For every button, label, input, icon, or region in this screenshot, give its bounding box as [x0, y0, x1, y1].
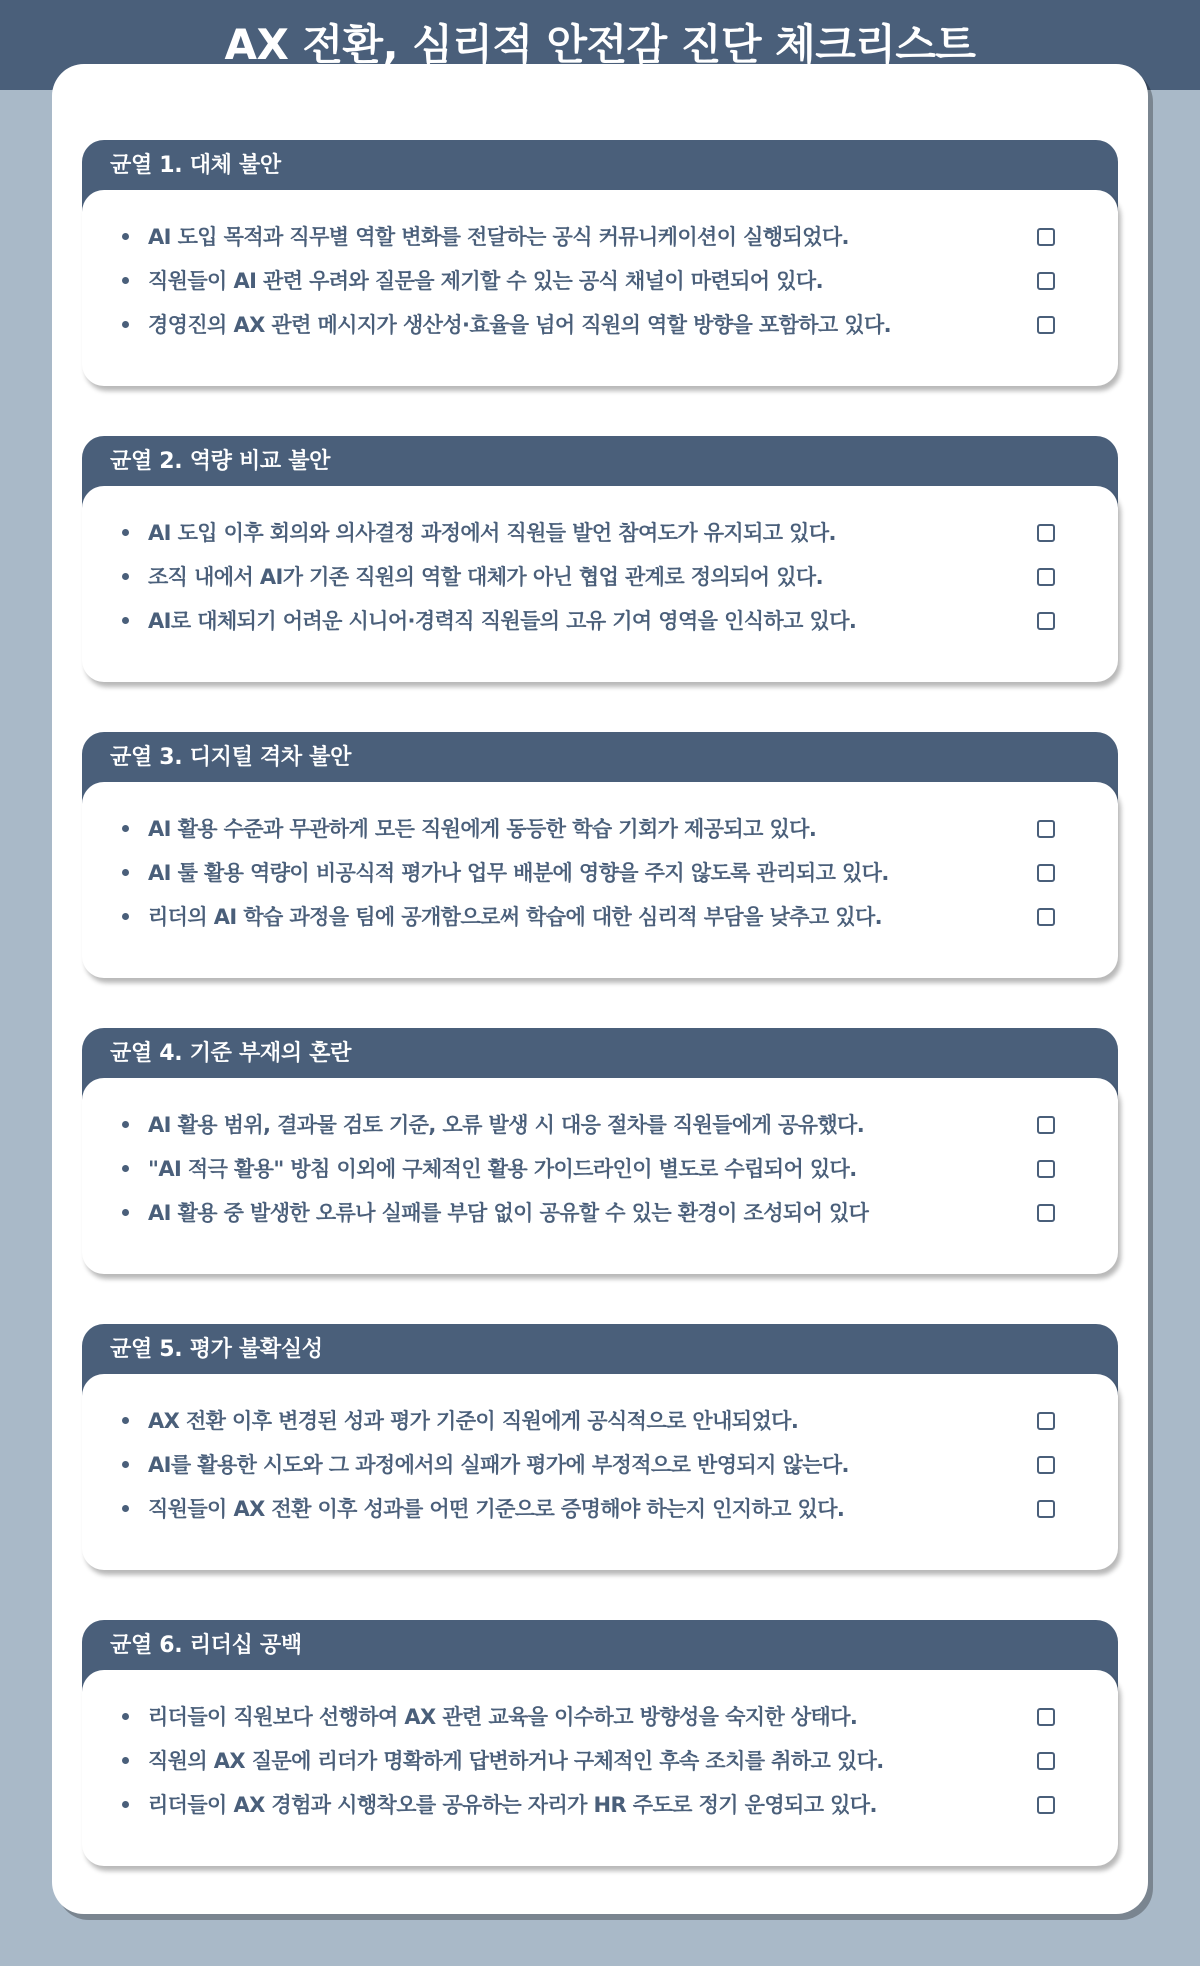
- bullet-icon: [122, 913, 129, 920]
- checkbox[interactable]: [1037, 1796, 1055, 1814]
- checkbox[interactable]: [1037, 1456, 1055, 1474]
- bullet-icon: [122, 1121, 129, 1128]
- item-text: 경영진의 AX 관련 메시지가 생산성·효율을 넘어 직원의 역할 방향을 포함하고 있다.: [148, 313, 892, 337]
- checkbox[interactable]: [1037, 1160, 1055, 1178]
- item-text: "AI 적극 활용" 방침 이외에 구체적인 활용 가이드라인이 별도로 수립되어 있다.: [148, 1157, 857, 1181]
- item-text: AX 전환 이후 변경된 성과 평가 기준이 직원에게 공식적으로 안내되었다.: [148, 1409, 799, 1433]
- cluster-body: [82, 486, 1118, 682]
- checklist-item: [82, 1744, 1118, 1778]
- checklist-item: [82, 1700, 1118, 1734]
- checklist-item: [82, 220, 1118, 254]
- cluster-body: [82, 1374, 1118, 1570]
- cluster-body: [82, 782, 1118, 978]
- item-text: AI를 활용한 시도와 그 과정에서의 실패가 평가에 부정적으로 반영되지 않는다.: [148, 1453, 849, 1477]
- bullet-icon: [122, 1757, 129, 1764]
- cluster-title: 균열 2. 역량 비교 불안: [110, 449, 331, 474]
- checklist-card: [52, 64, 1148, 1914]
- cluster-title: 균열 6. 리더십 공백: [110, 1633, 302, 1658]
- checklist-item: [82, 516, 1118, 550]
- checklist-item: [82, 1448, 1118, 1482]
- checkbox[interactable]: [1037, 612, 1055, 630]
- checklist-item: [82, 1152, 1118, 1186]
- bullet-icon: [122, 1209, 129, 1216]
- checklist-item: [82, 1404, 1118, 1438]
- checklist-item: [82, 812, 1118, 846]
- bullet-icon: [122, 1165, 129, 1172]
- checkbox[interactable]: [1037, 1116, 1055, 1134]
- item-text: AI 활용 중 발생한 오류나 실패를 부담 없이 공유할 수 있는 환경이 조성되어 있다: [148, 1201, 869, 1225]
- bullet-icon: [122, 869, 129, 876]
- item-text: AI로 대체되기 어려운 시니어·경력직 직원들의 고유 기여 영역을 인식하고 있다.: [148, 609, 857, 633]
- checklist-item: [82, 560, 1118, 594]
- checklist-item: [82, 1108, 1118, 1142]
- checkbox[interactable]: [1037, 1708, 1055, 1726]
- checklist-item: [82, 604, 1118, 638]
- cluster-body: [82, 190, 1118, 386]
- bullet-icon: [122, 1461, 129, 1468]
- cluster-5: [82, 1324, 1118, 1570]
- cluster-3: [82, 732, 1118, 978]
- bullet-icon: [122, 1713, 129, 1720]
- item-text: 직원의 AX 질문에 리더가 명확하게 답변하거나 구체적인 후속 조치를 취하고 있다.: [148, 1749, 884, 1773]
- checkbox[interactable]: [1037, 820, 1055, 838]
- cluster-title: 균열 1. 대체 불안: [110, 153, 281, 178]
- checkbox[interactable]: [1037, 864, 1055, 882]
- checklist-item: [82, 856, 1118, 890]
- checkbox[interactable]: [1037, 524, 1055, 542]
- checkbox[interactable]: [1037, 908, 1055, 926]
- bullet-icon: [122, 825, 129, 832]
- item-text: 직원들이 AI 관련 우려와 질문을 제기할 수 있는 공식 채널이 마련되어 있다.: [148, 269, 823, 293]
- cluster-1: [82, 140, 1118, 386]
- checklist-item: [82, 264, 1118, 298]
- checkbox[interactable]: [1037, 1752, 1055, 1770]
- bullet-icon: [122, 1417, 129, 1424]
- checkbox[interactable]: [1037, 272, 1055, 290]
- checklist-item: [82, 308, 1118, 342]
- item-text: AI 툴 활용 역량이 비공식적 평가나 업무 배분에 영향을 주지 않도록 관리되고 있다.: [148, 861, 889, 885]
- bullet-icon: [122, 1505, 129, 1512]
- checklist-item: [82, 1492, 1118, 1526]
- item-text: AI 활용 범위, 결과물 검토 기준, 오류 발생 시 대응 절차를 직원들에게 공유했다.: [148, 1113, 865, 1137]
- page-title: AX 전환, 심리적 안전감 진단 체크리스트: [224, 20, 976, 69]
- checkbox[interactable]: [1037, 228, 1055, 246]
- bullet-icon: [122, 277, 129, 284]
- item-text: 리더들이 직원보다 선행하여 AX 관련 교육을 이수하고 방향성을 숙지한 상태다.: [148, 1705, 858, 1729]
- bullet-icon: [122, 233, 129, 240]
- item-text: 조직 내에서 AI가 기존 직원의 역할 대체가 아닌 협업 관계로 정의되어 있다.: [148, 565, 823, 589]
- bullet-icon: [122, 1801, 129, 1808]
- bullet-icon: [122, 617, 129, 624]
- cluster-title: 균열 3. 디지털 격차 불안: [110, 745, 352, 770]
- item-text: AI 도입 이후 회의와 의사결정 과정에서 직원들 발언 참여도가 유지되고 있다.: [148, 521, 836, 545]
- checkbox[interactable]: [1037, 1500, 1055, 1518]
- item-text: AI 도입 목적과 직무별 역할 변화를 전달하는 공식 커뮤니케이션이 실행되었다.: [148, 225, 849, 249]
- bullet-icon: [122, 573, 129, 580]
- bullet-icon: [122, 321, 129, 328]
- cluster-title: 균열 4. 기준 부재의 혼란: [110, 1041, 352, 1066]
- cluster-body: [82, 1078, 1118, 1274]
- item-text: 리더의 AI 학습 과정을 팀에 공개함으로써 학습에 대한 심리적 부담을 낮추고 있다.: [148, 905, 883, 929]
- checklist-item: [82, 1788, 1118, 1822]
- checklist-item: [82, 900, 1118, 934]
- checkbox[interactable]: [1037, 316, 1055, 334]
- checklist-item: [82, 1196, 1118, 1230]
- item-text: AI 활용 수준과 무관하게 모든 직원에게 동등한 학습 기회가 제공되고 있다.: [148, 817, 817, 841]
- bullet-icon: [122, 529, 129, 536]
- cluster-4: [82, 1028, 1118, 1274]
- checkbox[interactable]: [1037, 1412, 1055, 1430]
- checkbox[interactable]: [1037, 568, 1055, 586]
- item-text: 리더들이 AX 경험과 시행착오를 공유하는 자리가 HR 주도로 정기 운영되고 있다.: [148, 1793, 877, 1817]
- checkbox[interactable]: [1037, 1204, 1055, 1222]
- item-text: 직원들이 AX 전환 이후 성과를 어떤 기준으로 증명해야 하는지 인지하고 있다.: [148, 1497, 845, 1521]
- cluster-2: [82, 436, 1118, 682]
- cluster-body: [82, 1670, 1118, 1866]
- cluster-title: 균열 5. 평가 불확실성: [110, 1337, 323, 1362]
- cluster-6: [82, 1620, 1118, 1866]
